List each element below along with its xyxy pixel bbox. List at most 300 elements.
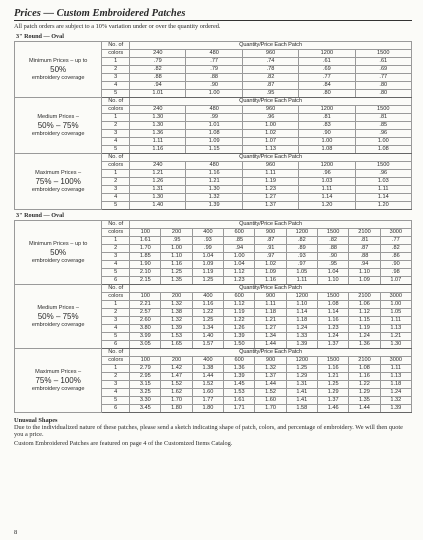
price-cell: 1.70 [161,397,192,405]
price-cell: 1.04 [224,261,255,269]
quantity-price-header: Quantity/Price Each Patch [130,221,412,229]
price-cell: 1.16 [318,317,349,325]
price-cell: 1.18 [286,317,317,325]
price-cell: 1.13 [380,325,411,333]
quantity-header: 240 [130,50,186,58]
colors-header: colors [102,162,130,170]
color-count: 3 [102,74,130,82]
price-cell: 1.12 [224,269,255,277]
price-cell: 1.23 [224,277,255,285]
price-cell: 1.16 [161,261,192,269]
price-cell: 1.24 [286,325,317,333]
price-cell: 1.31 [130,186,186,194]
price-cell: 1.30 [186,186,242,194]
price-cell: .74 [242,58,298,66]
catalog-note: Custom Embroidered Patches are featured on page 4 of the Customized Items Catalog. [14,440,233,447]
price-cell: 1.29 [349,389,380,397]
price-cell: 1.32 [380,397,411,405]
price-cell: 1.00 [380,301,411,309]
price-cell: 2.79 [130,365,161,373]
quantity-header: 1500 [318,229,349,237]
quantity-header: 1200 [299,50,355,58]
quantity-header: 200 [161,229,192,237]
quantity-header: 2100 [349,357,380,365]
price-cell: 1.16 [255,277,286,285]
price-cell: 1.00 [161,245,192,253]
price-cell: 1.32 [186,194,242,202]
price-cell: 1.30 [130,114,186,122]
price-cell: .86 [380,253,411,261]
color-count: 2 [102,309,130,317]
price-cell: 1.08 [318,301,349,309]
price-cell: 1.39 [224,333,255,341]
color-count: 4 [102,389,130,397]
quantity-header: 900 [255,357,286,365]
quantity-header: 960 [242,106,298,114]
price-cell: .88 [186,74,242,82]
price-cell: 3.45 [130,405,161,413]
price-cell: .80 [299,90,355,98]
price-cell: .87 [349,245,380,253]
color-count: 5 [102,397,130,405]
quantity-header: 480 [186,50,242,58]
price-cell: 2.95 [130,373,161,381]
color-count: 3 [102,253,130,261]
quantity-header: 1500 [318,293,349,301]
quantity-header: 240 [130,162,186,170]
color-count: 3 [102,130,130,138]
price-cell: 1.03 [299,178,355,186]
price-cell: 1.22 [192,309,223,317]
price-cell: .96 [299,170,355,178]
colors-header: colors [102,50,130,58]
price-cell: .97 [286,261,317,269]
price-cell: 1.21 [380,333,411,341]
coverage-title: Minimum Prices – up to [28,58,88,65]
price-cell: 1.10 [161,253,192,261]
price-cell: 1.00 [242,122,298,130]
price-cell: 1.23 [318,325,349,333]
price-cell: .83 [299,122,355,130]
color-count: 1 [102,114,130,122]
no-of-header: No. of [102,154,130,162]
color-count: 2 [102,373,130,381]
quantity-header: 200 [161,293,192,301]
coverage-subtitle: embroidery coverage [31,186,85,193]
quantity-price-header: Quantity/Price Each Patch [130,42,412,50]
price-cell: 1.37 [255,373,286,381]
price-cell: .84 [299,82,355,90]
price-cell: 1.15 [349,317,380,325]
price-cell: .95 [242,90,298,98]
price-cell: .85 [355,122,411,130]
no-of-header: No. of [102,349,130,357]
price-cell: 1.11 [299,186,355,194]
price-cell: 1.29 [318,389,349,397]
price-cell: 1.14 [299,194,355,202]
coverage-percent: 50% [50,247,67,257]
quantity-header: 480 [186,106,242,114]
price-cell: .85 [224,237,255,245]
price-cell: .80 [355,90,411,98]
price-cell: 1.39 [224,373,255,381]
price-cell: 1.20 [355,202,411,210]
price-cell: 1.13 [380,373,411,381]
price-cell: 1.08 [349,365,380,373]
footer-text: Due to the individualized nature of these patches, please send a sketch indicating shape of patch, colors, and percentage of embroidery. We will then quote you a price. [14,424,403,438]
price-cell: 1.00 [224,253,255,261]
coverage-title: Medium Prices – [37,305,79,312]
price-cell: .99 [186,114,242,122]
quantity-header: 600 [224,293,255,301]
price-cell: 1.80 [192,405,223,413]
color-count: 6 [102,341,130,349]
price-cell: .97 [255,253,286,261]
price-cell: .89 [286,245,317,253]
color-count: 4 [102,82,130,90]
price-cell: 1.70 [255,405,286,413]
price-cell: .95 [161,237,192,245]
price-cell: 2.60 [130,317,161,325]
coverage-title: Minimum Prices – up to [28,241,88,248]
price-cell: 1.05 [380,309,411,317]
price-cell: 1.02 [242,130,298,138]
quantity-header: 1200 [286,293,317,301]
price-cell: 1.09 [349,277,380,285]
price-cell: 1.01 [186,122,242,130]
quantity-header: 900 [255,229,286,237]
price-cell: 1.10 [349,269,380,277]
quantity-header: 1500 [355,162,411,170]
coverage-percent: 50% – 75% [37,311,79,321]
quantity-header: 900 [255,293,286,301]
color-count: 2 [102,178,130,186]
coverage-title: Maximum Prices – [35,170,82,177]
coverage-subtitle: embroidery coverage [31,257,85,264]
price-cell: 1.12 [349,309,380,317]
price-cell: 1.18 [255,309,286,317]
price-cell: .94 [224,245,255,253]
price-cell: 1.34 [255,333,286,341]
coverage-label [15,98,102,154]
price-cell: 1.21 [255,317,286,325]
price-cell: 1.25 [318,381,349,389]
price-cell: 1.11 [286,277,317,285]
price-cell: 1.21 [130,170,186,178]
price-cell: .77 [186,58,242,66]
no-of-header: No. of [102,221,130,229]
price-cell: .82 [286,237,317,245]
price-cell: 1.50 [224,341,255,349]
price-cell: 3.30 [130,397,161,405]
price-cell: 1.35 [161,277,192,285]
section-label: 3" Round — Oval [16,212,64,219]
coverage-subtitle: embroidery coverage [31,74,85,81]
price-cell: .82 [130,66,186,74]
price-cell: .82 [242,74,298,82]
price-cell: 1.26 [130,178,186,186]
price-cell: 1.01 [130,90,186,98]
price-cell: 1.24 [349,333,380,341]
quantity-header: 3000 [380,229,411,237]
price-cell: .90 [380,261,411,269]
price-cell: 1.60 [192,389,223,397]
price-cell: 1.30 [130,122,186,130]
quantity-header: 100 [130,229,161,237]
price-cell: .90 [318,253,349,261]
price-cell: 2.21 [130,301,161,309]
price-cell: 1.00 [186,90,242,98]
colors-header: colors [102,293,130,301]
quantity-header: 3000 [380,357,411,365]
price-cell: .78 [242,66,298,74]
coverage-label [15,221,102,285]
section-label: 3" Round — Oval [16,33,64,40]
price-cell: 1.00 [299,138,355,146]
price-sections [14,33,412,413]
price-cell: 1.36 [130,130,186,138]
colors-header: colors [102,106,130,114]
price-cell: .61 [355,58,411,66]
price-cell: 1.15 [186,146,242,154]
price-cell: 1.44 [349,405,380,413]
price-cell: 1.14 [318,309,349,317]
price-cell: 1.11 [355,186,411,194]
price-cell: 1.40 [130,202,186,210]
price-cell: 1.25 [161,269,192,277]
price-cell: 1.16 [186,170,242,178]
price-cell: 1.04 [192,253,223,261]
quantity-header: 1200 [299,106,355,114]
color-count: 5 [102,90,130,98]
price-cell: 1.46 [318,405,349,413]
color-count: 3 [102,317,130,325]
price-cell: 1.16 [349,373,380,381]
price-cell: 1.36 [224,365,255,373]
price-cell: 1.21 [318,373,349,381]
quantity-header: 1200 [286,229,317,237]
price-cell: 1.19 [224,309,255,317]
price-cell: 1.44 [255,381,286,389]
quantity-header: 400 [192,357,223,365]
coverage-label [15,154,102,210]
price-cell: 1.12 [224,301,255,309]
price-cell: 1.53 [161,333,192,341]
price-cell: .88 [318,245,349,253]
price-cell: 1.11 [255,301,286,309]
price-cell: 1.18 [380,381,411,389]
price-cell: 3.15 [130,381,161,389]
color-count: 5 [102,269,130,277]
colors-header: colors [102,229,130,237]
price-cell: 1.47 [161,373,192,381]
price-cell: .94 [130,82,186,90]
quantity-header: 600 [224,357,255,365]
color-count: 6 [102,405,130,413]
price-cell: 3.05 [130,341,161,349]
coverage-percent: 75% – 100% [35,176,81,186]
price-cell: 1.80 [161,405,192,413]
price-cell: 1.16 [130,146,186,154]
price-cell: 1.57 [192,341,223,349]
price-cell: .96 [355,130,411,138]
price-cell: 1.26 [224,325,255,333]
price-cell: 1.31 [286,381,317,389]
price-cell: 1.39 [380,405,411,413]
colors-header: colors [102,357,130,365]
price-cell: 1.11 [380,317,411,325]
color-count: 1 [102,301,130,309]
color-count: 5 [102,202,130,210]
price-cell: .79 [130,58,186,66]
price-cell: 1.32 [161,317,192,325]
price-cell: 1.00 [355,138,411,146]
color-count: 4 [102,138,130,146]
price-cell: .77 [380,237,411,245]
price-cell: .96 [355,170,411,178]
price-cell: 1.10 [286,301,317,309]
color-count: 6 [102,277,130,285]
price-cell: 1.24 [380,389,411,397]
quantity-price-header: Quantity/Price Each Patch [130,98,412,106]
variation-note: All patch orders are subject to a 10% variation under or over the quantity ordered. [14,23,221,30]
price-cell: 1.07 [380,277,411,285]
price-cell: 1.25 [192,317,223,325]
price-cell: 1.35 [349,397,380,405]
price-cell: 1.44 [255,341,286,349]
price-cell: 1.62 [161,389,192,397]
price-cell: 1.08 [355,146,411,154]
price-cell: .80 [355,82,411,90]
color-count: 1 [102,237,130,245]
price-cell: 3.99 [130,333,161,341]
price-cell: 1.32 [161,301,192,309]
price-cell: 2.10 [130,269,161,277]
price-cell: 1.14 [355,194,411,202]
price-cell: 1.16 [318,365,349,373]
price-cell: 1.32 [255,365,286,373]
coverage-title: Maximum Prices – [35,369,82,376]
price-cell: 1.53 [224,389,255,397]
price-cell: 1.22 [224,317,255,325]
price-cell: 1.37 [318,397,349,405]
price-cell: 1.25 [192,277,223,285]
price-cell: .99 [192,245,223,253]
price-cell: .88 [349,253,380,261]
quantity-header: 480 [186,162,242,170]
price-cell: 1.61 [130,237,161,245]
price-cell: 2.15 [130,277,161,285]
color-count: 1 [102,58,130,66]
price-cell: 1.70 [130,245,161,253]
quantity-header: 400 [192,229,223,237]
price-cell: 1.39 [286,341,317,349]
price-cell: 1.30 [380,341,411,349]
quantity-price-header: Quantity/Price Each Patch [130,285,412,293]
price-cell: .81 [355,114,411,122]
price-cell: 1.09 [192,261,223,269]
price-cell: 1.11 [242,170,298,178]
quantity-header: 1500 [318,357,349,365]
price-cell: 1.42 [161,365,192,373]
footer [14,417,412,447]
color-count: 1 [102,170,130,178]
color-count: 3 [102,186,130,194]
quantity-header: 100 [130,357,161,365]
price-cell: 3.25 [130,389,161,397]
price-cell: 1.38 [192,365,223,373]
price-cell: .90 [186,82,242,90]
price-cell: 1.39 [186,202,242,210]
price-cell: 1.05 [286,269,317,277]
price-cell: .87 [255,237,286,245]
price-cell: .81 [349,237,380,245]
quantity-price-header: Quantity/Price Each Patch [130,154,412,162]
price-cell: 1.52 [161,381,192,389]
coverage-title: Medium Prices – [37,114,79,121]
price-cell: .88 [130,74,186,82]
price-cell: 1.09 [255,269,286,277]
price-cell: 1.29 [286,373,317,381]
price-cell: 1.19 [192,269,223,277]
quantity-header: 960 [242,162,298,170]
price-cell: 1.04 [318,269,349,277]
price-cell: .98 [380,269,411,277]
price-cell: 1.58 [286,405,317,413]
quantity-header: 240 [130,106,186,114]
quantity-price-header: Quantity/Price Each Patch [130,349,412,357]
price-cell: 1.19 [349,325,380,333]
color-count: 2 [102,245,130,253]
price-cell: 1.24 [318,333,349,341]
price-cell: 1.09 [186,138,242,146]
price-cell: .77 [355,74,411,82]
price-cell: 1.61 [224,397,255,405]
price-cell: .82 [380,245,411,253]
price-cell: .96 [242,114,298,122]
price-cell: 1.45 [224,381,255,389]
price-cell: 1.22 [349,381,380,389]
price-cell: .61 [299,58,355,66]
price-cell: .91 [255,245,286,253]
coverage-percent: 50% [50,64,67,74]
price-cell: 1.34 [192,325,223,333]
color-count: 5 [102,333,130,341]
no-of-header: No. of [102,285,130,293]
price-table [14,220,412,413]
quantity-header: 200 [161,357,192,365]
price-cell: .69 [299,66,355,74]
coverage-label [15,42,102,98]
price-cell: .79 [186,66,242,74]
price-cell: 1.33 [286,333,317,341]
price-cell: 1.11 [380,365,411,373]
price-cell: 1.02 [255,261,286,269]
coverage-label [15,285,102,349]
coverage-label [15,349,102,413]
price-cell: .93 [192,237,223,245]
price-cell: .69 [355,66,411,74]
price-cell: 1.20 [299,202,355,210]
price-cell: 1.19 [242,178,298,186]
price-cell: 1.39 [161,325,192,333]
coverage-subtitle: embroidery coverage [31,130,85,137]
color-count: 3 [102,381,130,389]
price-cell: 1.77 [192,397,223,405]
coverage-subtitle: embroidery coverage [31,321,85,328]
footer-heading: Unusual Shapes [14,417,58,424]
coverage-percent: 50% – 75% [37,120,79,130]
